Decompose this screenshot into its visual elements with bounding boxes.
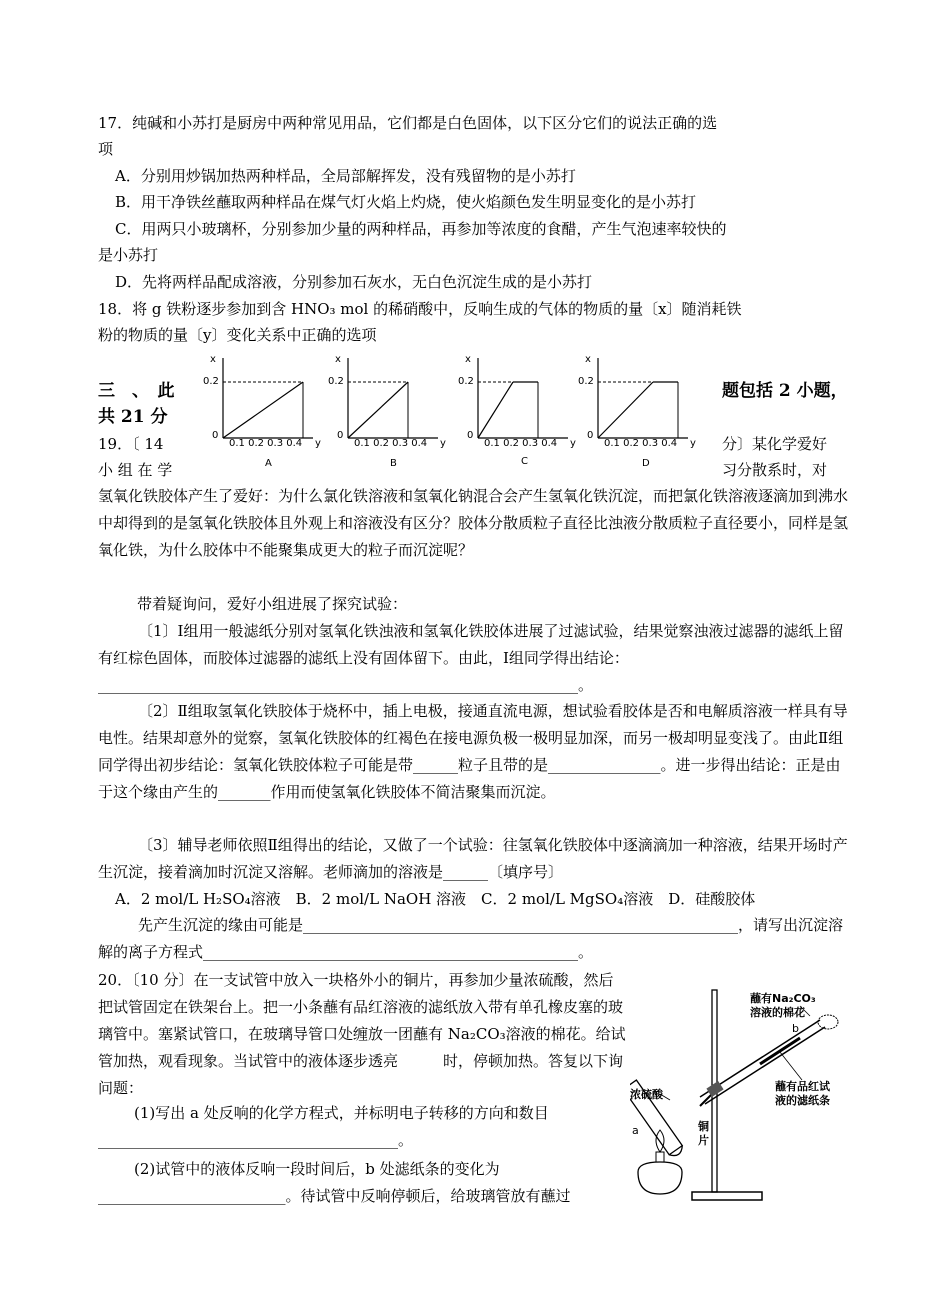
q19-head-right-2: 习分散系时，对 [722,461,828,479]
graph-c-y-tick: 0.2 [458,376,474,387]
q17-option-c: C．用两只小玻璃杯，分别参加少量的两种样品，再参加等浓度的食醋，产生气泡速率较快的 [115,220,727,238]
q18-stem: 18．将 g 铁粉逐步参加到含 HNO₃ mol 的稀硝酸中，反响生成的气体的物质的量〔x〕随消耗铁 [98,300,742,318]
graph-b-y-tick: 0.2 [328,376,344,387]
graph-a [223,358,313,438]
graph-b-y-label: y [440,438,446,449]
graph-c [478,358,568,438]
graph-options [195,350,715,480]
q19-options: A．2 mol/L H₂SO₄溶液 B．2 mol/L NaOH 溶液 C．2 mol/L MgSO₄溶液 D．硅酸胶体 [115,890,756,908]
q17-option-d: D．先将两样品配成溶液，分别参加石灰水，无白色沉淀生成的是小苏打 [115,273,593,291]
graph-c-x-ticks: 0.1 0.2 0.3 0.4 [484,438,558,449]
graph-d-x-label: x [585,354,591,365]
graph-a-origin: 0 [212,430,219,441]
q17-stem: 17．纯碱和小苏打是厨房中两种常见用品，它们都是白色固体，以下区分它们的说法正确的选 [98,114,718,132]
lamp-wick [656,1152,664,1162]
label-acid: 浓硫酸 [630,1088,663,1101]
q19-head-left-2: 小 组 在 学 [98,461,173,479]
graph-a-x-ticks: 0.1 0.2 0.3 0.4 [229,438,303,449]
graph-b-caption: B [390,458,397,469]
graph-b-x-label: x [335,354,341,365]
section3-heading-left: 三 、 此 [98,381,175,401]
graph-c-origin: 0 [467,430,474,441]
label-b: b [792,1022,799,1035]
label-copper-1: 铜 [698,1120,709,1133]
graph-b-origin: 0 [337,430,344,441]
graph-d-caption: D [642,458,650,469]
label-copper-2: 片 [698,1134,709,1147]
graphs-svg [195,350,715,480]
filter-paper [760,1038,800,1064]
graph-d-y-label: y [690,438,696,449]
graph-c-caption: C [521,456,528,467]
graph-b [348,358,438,438]
graph-d-y-tick: 0.2 [578,376,594,387]
q20-stem: 20．〔10 分〕在一支试管中放入一块格外小的铜片，再参加少量浓硫酸，然后把试管固定在铁架台上。把一小条蘸有品红溶液的滤纸放入带有单孔橡皮塞的玻璃管中。塞紧试管口，在玻璃导管口处缠放一团蘸有 Na₂CO₃溶液的棉花。给试管加热，观看现象。当试管中的液体逐步透亮 时，停顿加热。答复以下询问题： [98,971,626,1097]
graph-a-y-tick: 0.2 [203,376,219,387]
q19-part-1: 〔1〕Ⅰ组用一般滤纸分别对氢氧化铁浊液和氢氧化铁胶体进展了过滤试验，结果觉察浊液过滤器的滤纸上留有红棕色固体，而胶体过滤器的滤纸上没有固体留下。由此，Ⅰ组同学得出结论：________________________________________________________________。 [98,622,844,694]
graph-c-x-label: x [465,354,471,365]
section3-heading-right: 题包括 2 小题， [722,381,848,401]
q17-option-c-cont: 是小苏打 [98,246,159,264]
q19-head-right: 分〕某化学爱好 [722,435,828,453]
stand-base [692,1192,762,1200]
label-paper-2: 液的滤纸条 [775,1094,830,1107]
graph-a-curve [223,382,303,438]
label-paper-1: 蘸有品红试 [775,1080,830,1093]
graph-a-caption: A [265,458,272,469]
apparatus-diagram [630,982,855,1212]
q19-part-2: 〔2〕Ⅱ组取氢氧化铁胶体于烧杯中，插上电极，接通直流电源，想试验看胶体是否和电解质溶液一样具有导电性。结果却意外的觉察，氢氧化铁胶体的红褐色在接电源负极一极明显加深，而另一极却明显变浅了。由此Ⅱ组同学得出初步结论：氢氧化铁胶体粒子可能是带______粒子且带的是_______________。进一步得出结论：正是由于这个缘由产生的_______作用而使氢氧化铁胶体不简洁聚集而沉淀。 [98,702,848,801]
q20-sub-2: (2)试管中的液体反响一段时间后，b 处滤纸条的变化为_________________________。待试管中反响停顿后，给玻璃管放有蘸过 [98,1160,571,1205]
q18-stem-cont: 粉的物质的量〔y〕变化关系中正确的选项 [98,326,377,344]
label-cotton-1: 蘸有Na₂CO₃ [750,992,816,1005]
q19-paragraph: 氢氧化铁胶体产生了爱好：为什么氯化铁溶液和氢氧化钠混合会产生氢氧化铁沉淀，而把氯化铁溶液逐滴加到沸水中却得到的是氢氧化铁胶体且外观上和溶液没有区分？胶体分散质粒子直径比浊液分散质粒子直径要小，同样是氢氧化铁，为什么胶体中不能聚集成更大的粒子而沉淀呢？ [98,487,849,559]
label-cotton-2: 溶液的棉花 [750,1006,805,1019]
graph-b-x-ticks: 0.1 0.2 0.3 0.4 [354,438,428,449]
graph-a-y-label: y [315,438,321,449]
cotton-ball [818,1015,838,1029]
graph-d [598,358,688,438]
graph-d-x-ticks: 0.1 0.2 0.3 0.4 [604,438,678,449]
section3-heading-score: 共 21 分 [98,407,168,427]
q20-sub-1: (1)写出 a 处反响的化学方程式，并标明电子转移的方向和数目________________________________________。 [98,1104,549,1149]
graph-a-x-label: x [210,354,216,365]
q17-stem-cont: 项 [98,140,114,158]
graph-c-y-label: y [570,438,576,449]
q19-head-left: 19．〔 14 [98,435,164,453]
graph-d-origin: 0 [587,430,594,441]
label-a: a [632,1124,639,1137]
q19-intro: 带着疑询问，爱好小组进展了探究试验： [137,595,408,613]
alcohol-lamp [638,1162,682,1194]
q19-part-3: 〔3〕辅导老师依照Ⅱ组得出的结论，又做了一个试验：往氢氧化铁胶体中逐滴滴加一种溶液，结果开场时产生沉淀，接着滴加时沉淀又溶解。老师滴加的溶液是______〔填序号〕 [98,836,848,881]
q19-part-4: 先产生沉淀的缘由可能是__________________________________________________________，请写出沉淀溶解的离子方程式__________________________________________________。 [98,916,844,961]
q17-option-b: B．用干净铁丝蘸取两种样品在煤气灯火焰上灼烧，使火焰颜色发生明显变化的是小苏打 [115,193,697,211]
q17-option-a: A．分别用炒锅加热两种样品，全局部解挥发，没有残留物的是小苏打 [115,167,576,185]
